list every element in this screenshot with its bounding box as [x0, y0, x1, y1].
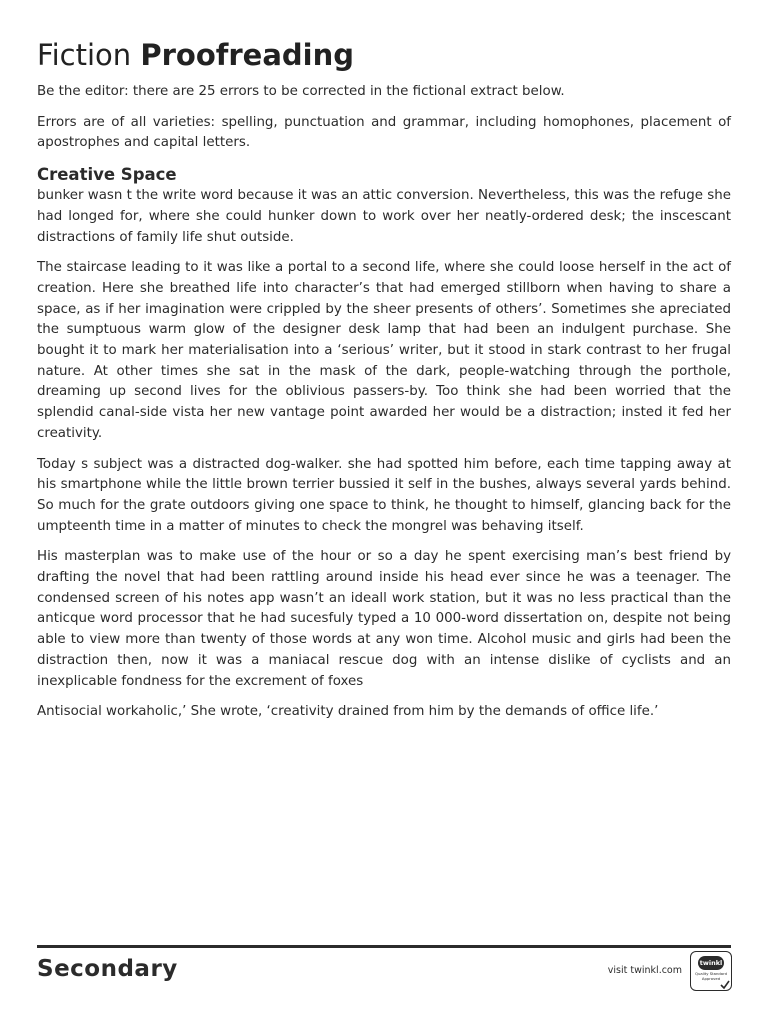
paragraph-5: Antisocial workaholic,’ She wrote, ‘creativity drained from him by the demands of office life.’	[37, 704, 659, 720]
title-light: Fiction	[37, 38, 132, 72]
paragraph-4: His masterplan was to make use of the hour or so a day he spent exercising man’s best friend by drafting the novel that had been rattling around inside his head ever since he was a teenager. The condensed screen of his notes app wasn’t an ideall work station, but it was no less practical than the anticque word processor that he had sucesfuly typed a 10 000-word dissertation on, despite not being able to view more than twenty of those words at any won time. Alcohol music and girls had been the distraction then, now it was a maniacal rescue dog with an intense dislike of cyclists and an inexplicable fondness for the excrement of foxes	[37, 549, 731, 689]
twinkl-logo-icon: twinkl	[698, 956, 724, 970]
paragraph-1: bunker wasn t the write word because it was an attic conversion. Nevertheless, this was the refuge she had longed for, where she could hunker down to work over her neatly-ordered desk; the inscescant distractions of family life shut outside.	[37, 188, 731, 245]
footer-divider	[37, 945, 731, 948]
page-title	[37, 36, 731, 74]
checkmark-icon	[720, 980, 730, 990]
title-bold: Proofreading	[140, 38, 355, 72]
footer-brand: Secondary	[37, 956, 178, 982]
intro-line-1: Be the editor: there are 25 errors to be corrected in the fictional extract below.	[37, 84, 565, 99]
paragraph-3: Today s subject was a distracted dog-walker. she had spotted him before, each time tapping away at his smartphone while the little brown terrier bussied it self in the bushes, always several yards behind. So much for the grate outdoors giving one space to think, he thought to himself, glancing back for the umpteenth time in a matter of minutes to check the mongrel was behaving itself.	[37, 456, 731, 534]
badge-caption: Quality Standard Approved	[694, 971, 728, 981]
paragraph-2: The staircase leading to it was like a portal to a second life, where she could loose herself in the act of creation. Here she breathed life into character’s that had emerged stillborn when having to share a space, as if her imagination were crippled by the sheer presents of others’. Sometimes she apreciated the sumptuous warm glow of the designer desk lamp that had been an indulgent purchase. She bought it to mark her materialisation into a ‘serious’ writer, but it stood in stark contrast to her frugal nature. At other times she sat in the mask of the dark, people-watching through the porthole, dreaming up second lives for the oblivious passers-by. Too think she had been worried that the splendid canal-side vista her new vantage point awarded her would be a distraction; insted it fed her creativity.	[37, 260, 731, 441]
worksheet	[37, 36, 731, 733]
section-heading: Creative Space	[37, 165, 177, 185]
footer-visit-link[interactable]: visit twinkl.com	[607, 965, 682, 976]
quality-badge	[690, 951, 732, 991]
intro-line-2: Errors are of all varieties: spelling, punctuation and grammar, including homophones, placement of apostrophes and capital letters.	[37, 114, 731, 151]
